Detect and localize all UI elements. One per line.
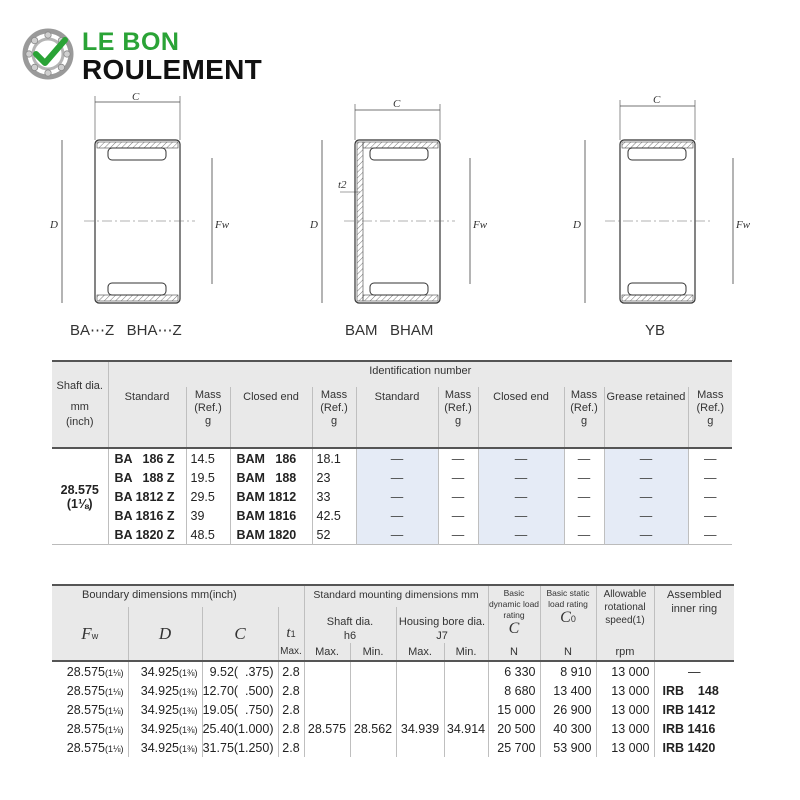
symbol-c: C — [508, 620, 520, 637]
mass-value: 18.1 — [312, 448, 356, 468]
housing-max-value: 34.939 — [396, 681, 444, 757]
inner-ring: IRB 1416 — [654, 719, 734, 738]
dash: — — [438, 448, 478, 468]
dim-fw-label: Fw — [215, 219, 230, 231]
col-standard: Standard — [108, 387, 186, 448]
table-row — [52, 448, 732, 468]
t1-value: 2.8 — [278, 661, 304, 681]
static-rating: 26 900 — [540, 700, 596, 719]
dim-d-label-2: D — [310, 219, 318, 231]
dash: — — [688, 487, 732, 506]
d-value: 34.925(1⅜) — [128, 681, 202, 700]
col-c: C — [202, 607, 278, 661]
blank — [444, 661, 488, 681]
dash: — — [438, 487, 478, 506]
c-value: 19.05( .750) — [202, 700, 278, 719]
mass-value: 39 — [186, 506, 230, 525]
dash: — — [688, 448, 732, 468]
blank — [396, 661, 444, 681]
part-number: BA 186 Z — [108, 448, 186, 468]
shaft-dia-header: Shaft dia. mm (inch) — [52, 361, 108, 448]
static-rating: 53 900 — [540, 738, 596, 757]
dynamic-rating: 15 000 — [488, 700, 540, 719]
logo-line-2: ROULEMENT — [82, 54, 263, 85]
shaft-max-value: 28.575 — [304, 681, 350, 757]
dash: — — [688, 525, 732, 545]
dash: — — [478, 525, 564, 545]
drawing-ba-z — [49, 91, 230, 303]
brand-logo — [22, 26, 302, 86]
dash: — — [478, 468, 564, 487]
dash: — — [604, 468, 688, 487]
dim-d-label-3: D — [573, 219, 581, 231]
col-mass: Mass (Ref.) g — [312, 387, 356, 448]
col-closed-end: Closed end — [230, 387, 312, 448]
dash: — — [356, 506, 438, 525]
speed-value: 13 000 — [596, 719, 654, 738]
col-d: D — [128, 607, 202, 661]
table-row — [52, 487, 732, 506]
part-number: BAM 188 — [230, 468, 312, 487]
shaft-dia-subheader: Shaft dia. h6 — [304, 607, 396, 643]
dash: — — [604, 506, 688, 525]
housing-bore-subheader: Housing bore dia. J7 — [396, 607, 488, 643]
dash: — — [438, 468, 478, 487]
speed-value: 13 000 — [596, 661, 654, 681]
identification-number-header: Identification number — [108, 361, 732, 387]
shaft-min: Min. — [350, 643, 396, 661]
t1-max: Max. — [278, 643, 304, 661]
dash: — — [564, 525, 604, 545]
dash: — — [564, 487, 604, 506]
dynamic-rating: 6 330 — [488, 661, 540, 681]
col-closed-end-2: Closed end — [478, 387, 564, 448]
dim-c-label-2: C — [393, 98, 401, 110]
dim-fw-label-3: Fw — [736, 219, 751, 231]
c-value: 9.52( .375) — [202, 661, 278, 681]
speed-value: 13 000 — [596, 681, 654, 700]
d-value: 34.925(1⅜) — [128, 700, 202, 719]
unit-rpm: rpm — [596, 643, 654, 661]
c-value: 25.40(1.000) — [202, 719, 278, 738]
col-fw: Fw — [52, 607, 128, 661]
housing-min-value: 34.914 — [444, 681, 488, 757]
unit-n: N — [488, 643, 540, 661]
dash: — — [604, 525, 688, 545]
part-number: BA 188 Z — [108, 468, 186, 487]
mass-value: 23 — [312, 468, 356, 487]
inner-ring: IRB 148 — [654, 681, 734, 700]
drawing-yb — [572, 94, 751, 303]
t1-value: 2.8 — [278, 719, 304, 738]
col-t1: t1 — [278, 607, 304, 643]
col-mass: Mass (Ref.) g — [688, 387, 732, 448]
static-rating: 13 400 — [540, 681, 596, 700]
drawing-bam — [309, 98, 488, 303]
blank — [304, 661, 350, 681]
dimensions-table — [52, 584, 734, 757]
basic-static-header: Basic static load rating C0 — [540, 585, 596, 643]
dim-d-label: D — [50, 219, 58, 231]
part-number: BA 1816 Z — [108, 506, 186, 525]
col-mass: Mass (Ref.) g — [186, 387, 230, 448]
caption-bam: BAM BHAM — [345, 322, 434, 339]
blank — [350, 661, 396, 681]
unit-blank — [654, 643, 734, 661]
housing-min: Min. — [444, 643, 488, 661]
dash: — — [604, 487, 688, 506]
static-rating: 8 910 — [540, 661, 596, 681]
mounting-dimensions-header: Standard mounting dimensions mm — [304, 585, 488, 607]
inner-ring: — — [654, 661, 734, 681]
col-mass: Mass (Ref.) g — [564, 387, 604, 448]
col-mass: Mass (Ref.) g — [438, 387, 478, 448]
shaft-max: Max. — [304, 643, 350, 661]
static-rating: 40 300 — [540, 719, 596, 738]
inner-ring: IRB 1412 — [654, 700, 734, 719]
d-value: 34.925(1⅜) — [128, 719, 202, 738]
dash: — — [478, 506, 564, 525]
dynamic-rating: 20 500 — [488, 719, 540, 738]
dash: — — [564, 506, 604, 525]
mass-value: 14.5 — [186, 448, 230, 468]
dash: — — [356, 525, 438, 545]
dim-c-label-3: C — [653, 94, 661, 106]
shaft-min-value: 28.562 — [350, 681, 396, 757]
dash: — — [604, 448, 688, 468]
dash: — — [688, 468, 732, 487]
fw-value: 28.575(1⅛) — [66, 702, 124, 717]
assembled-inner-ring-header: Assembled inner ring — [654, 585, 734, 643]
table-row — [52, 525, 732, 545]
part-number: BAM 186 — [230, 448, 312, 468]
part-number: BA 1820 Z — [108, 525, 186, 545]
identification-table — [52, 360, 732, 545]
dash: — — [438, 525, 478, 545]
mass-value: 29.5 — [186, 487, 230, 506]
speed-header: Allowable rotational speed(1) — [596, 585, 654, 643]
col-standard-2: Standard — [356, 387, 438, 448]
dim-t2-label: t2 — [338, 179, 347, 191]
dash: — — [438, 506, 478, 525]
part-number: BAM 1820 — [230, 525, 312, 545]
mass-value: 19.5 — [186, 468, 230, 487]
fw-value: 28.575(1⅛) — [66, 683, 124, 698]
part-number: BA 1812 Z — [108, 487, 186, 506]
table-row — [52, 681, 734, 700]
part-number: BAM 1812 — [230, 487, 312, 506]
mass-value: 52 — [312, 525, 356, 545]
basic-dynamic-header: Basic dynamic load rating C — [488, 585, 540, 643]
table-row — [52, 506, 732, 525]
speed-value: 13 000 — [596, 700, 654, 719]
dash: — — [564, 468, 604, 487]
dash: — — [356, 487, 438, 506]
unit-n-2: N — [540, 643, 596, 661]
bearing-drawings — [0, 88, 800, 348]
c-value: 12.70( .500) — [202, 681, 278, 700]
bearing-check-icon — [22, 26, 78, 82]
table-row — [52, 468, 732, 487]
fw-value: 28.575(1⅛) — [66, 664, 124, 679]
table-row — [52, 661, 734, 681]
t1-value: 2.8 — [278, 681, 304, 700]
c-value: 31.75(1.250) — [202, 738, 278, 757]
part-number: BAM 1816 — [230, 506, 312, 525]
mass-value: 42.5 — [312, 506, 356, 525]
shaft-dia-value: 28.575 (1⅛) — [60, 482, 99, 511]
col-grease-retained: Grease retained — [604, 387, 688, 448]
d-value: 34.925(1⅜) — [128, 661, 202, 681]
dash: — — [564, 448, 604, 468]
dash: — — [688, 506, 732, 525]
t1-value: 2.8 — [278, 700, 304, 719]
speed-value: 13 000 — [596, 738, 654, 757]
housing-max: Max. — [396, 643, 444, 661]
mass-value: 33 — [312, 487, 356, 506]
dash: — — [356, 468, 438, 487]
dynamic-rating: 8 680 — [488, 681, 540, 700]
dash: — — [478, 487, 564, 506]
dash: — — [356, 448, 438, 468]
boundary-dimensions-header: Boundary dimensions mm(inch) — [52, 585, 304, 607]
inner-ring: IRB 1420 — [654, 738, 734, 757]
t1-value: 2.8 — [278, 738, 304, 757]
dim-fw-label-2: Fw — [473, 219, 488, 231]
dim-c-label: C — [132, 91, 140, 103]
dash: — — [478, 448, 564, 468]
fw-value: 28.575(1⅛) — [66, 740, 124, 755]
fw-value: 28.575(1⅛) — [66, 721, 124, 736]
d-value: 34.925(1⅜) — [128, 738, 202, 757]
caption-yb: YB — [645, 322, 666, 339]
caption-ba-z: BA⋯Z BHA⋯Z — [70, 322, 182, 339]
dynamic-rating: 25 700 — [488, 738, 540, 757]
logo-line-1: LE BON — [82, 28, 180, 56]
mass-value: 48.5 — [186, 525, 230, 545]
symbol-c0: C — [560, 609, 571, 626]
